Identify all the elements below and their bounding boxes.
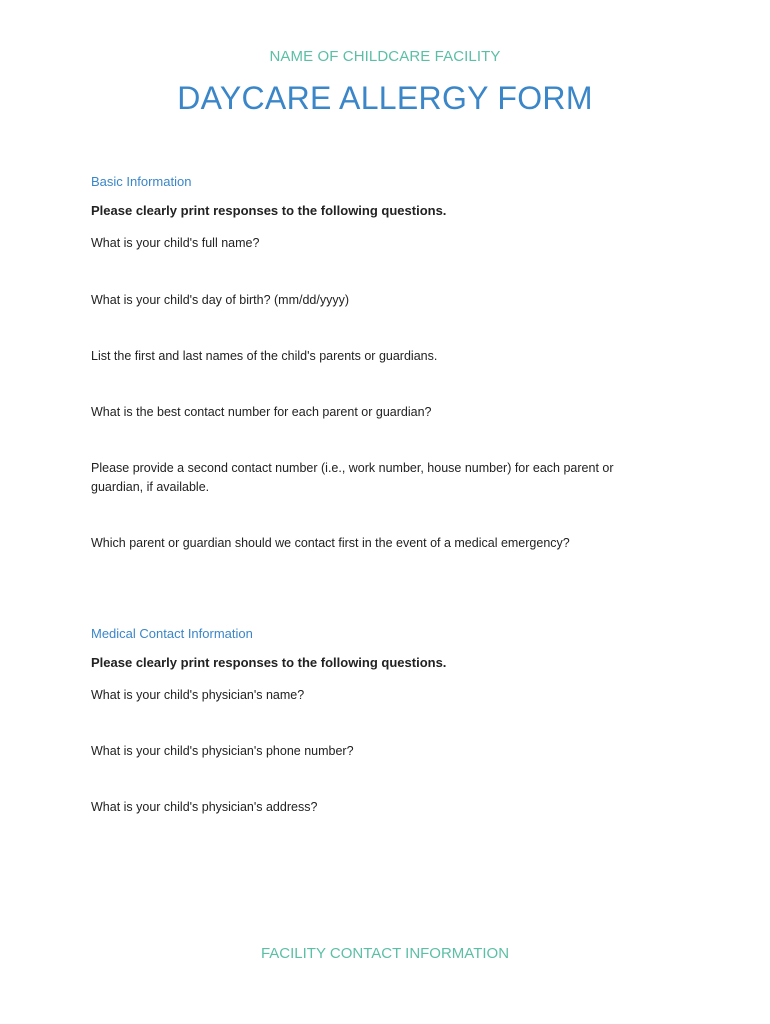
- section-instruction: Please clearly print responses to the following questions.: [91, 203, 447, 218]
- section-heading-basic-information: Basic Information: [91, 174, 192, 189]
- form-title: DAYCARE ALLERGY FORM: [177, 80, 593, 116]
- section-instruction: Please clearly print responses to the following questions.: [91, 655, 447, 670]
- question-emergency-contact: Which parent or guardian should we contact first in the event of a medical emergency?: [91, 536, 570, 550]
- question-physician-name: What is your child's physician's name?: [91, 688, 305, 702]
- facility-name: NAME OF CHILDCARE FACILITY: [269, 48, 501, 65]
- question-child-birth-date: What is your child's day of birth? (mm/dd/yyyy): [91, 293, 350, 307]
- footer-title: FACILITY CONTACT INFORMATION: [260, 945, 510, 962]
- question-physician-address: What is your child's physician's address?: [91, 800, 318, 814]
- section-heading-medical-contact: Medical Contact Information: [91, 626, 253, 641]
- question-physician-phone: What is your child's physician's phone number?: [91, 744, 354, 758]
- question-child-full-name: What is your child's full name?: [91, 236, 260, 250]
- question-second-contact-number: Please provide a second contact number (i.e., work number, house number) for each parent or guardian, if available.: [91, 461, 614, 494]
- question-contact-number: What is the best contact number for each parent or guardian?: [91, 405, 432, 419]
- question-parent-names: List the first and last names of the child's parents or guardians.: [91, 349, 438, 363]
